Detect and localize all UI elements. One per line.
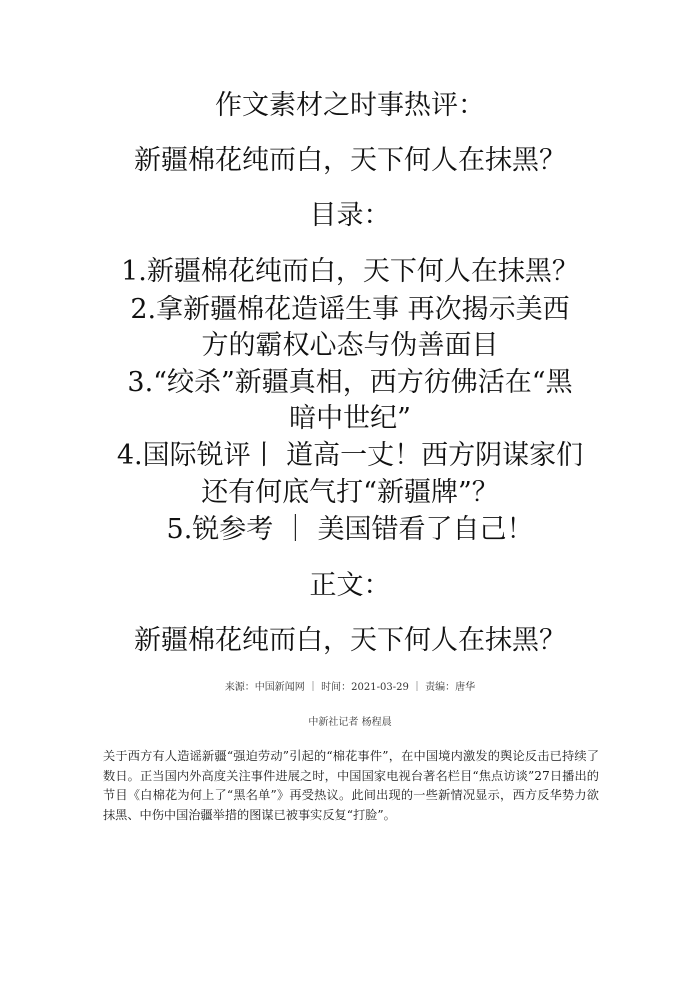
toc-line: 4.国际锐评丨 道高一丈！西方阴谋家们 [116,440,584,471]
toc-heading: 目录： [309,200,391,231]
toc-line: 2.拿新疆棉花造谣生事 再次揭示美西 [130,294,570,325]
toc-line: 方的霸权心态与伪善面目 [201,330,499,361]
article-byline: 中新社记者 杨程晨 [308,717,392,728]
article-paragraph: 关于西方有人造谣新疆“强迫劳动”引起的“棉花事件”，在中国境内激发的舆论反击已持续了数日。正当国内外高度关注事件进展之时，中国国家电视台著名栏目“焦点访谈”27日播出的节目《白棉花为何上了“黑名单”》再受热议。此间出现的一些新情况显示，西方反华势力欲抹黑、中伤中国治疆举措的图谋已被事实反复“打脸”。 [103,749,599,822]
article-title: 新疆棉花纯而白，天下何人在抹黑？ [134,625,566,656]
body-heading: 正文： [309,570,391,601]
toc-line: 还有何底气打“新疆牌”？ [201,477,499,508]
toc-line: 1.新疆棉花纯而白，天下何人在抹黑？ [121,256,579,287]
document-title: 作文素材之时事热评： [215,90,485,121]
toc-line: 暗中世纪” [289,403,411,434]
document-subtitle: 新疆棉花纯而白，天下何人在抹黑？ [134,145,566,176]
article-source-line: 来源：中国新闻网 ｜ 时间：2021-03-29 ｜ 责编：唐华 [224,682,476,693]
toc-line: 5.锐参考 ｜ 美国错看了自己！ [166,514,534,545]
toc-line: 3.“绞杀”新疆真相，西方彷佛活在“黑 [127,367,573,398]
